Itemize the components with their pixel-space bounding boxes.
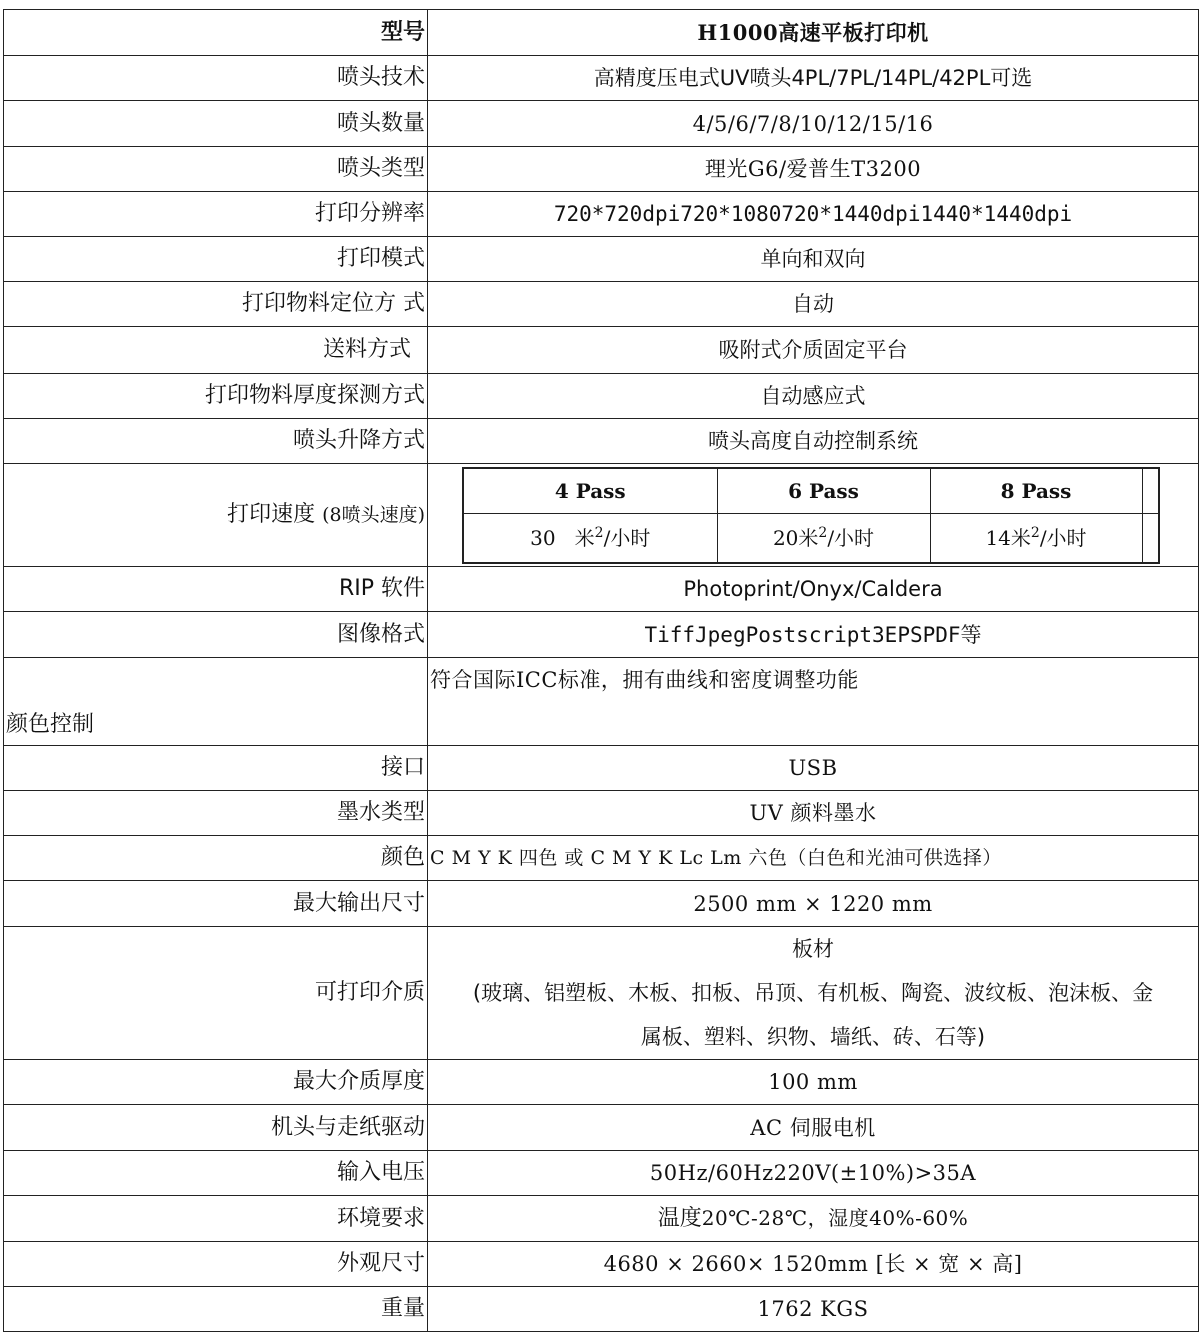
media-line-3: 属板、塑料、织物、墙纸、砖、石等) [640,1025,986,1049]
speed-num-4: 30 [530,525,562,550]
row-interface [4,746,1199,791]
speed-pass-6: 6 Pass [717,468,930,514]
speed-value-6 [717,513,930,563]
media-line-1: 板材 [792,937,834,961]
row-rip [4,567,1199,612]
model-label: 型号 [4,10,428,56]
speed-unit-exp-6: 2 [818,524,828,541]
row-media [4,927,1199,1060]
speed-value-8 [930,513,1142,563]
image-format-value: TiffJpegPostscript3EPSPDF等 [428,612,1199,658]
head-lift-value: 喷头高度自动控制系统 [428,419,1199,464]
row-max-thickness [4,1060,1199,1105]
interface-value: USB [428,746,1199,791]
row-colors [4,836,1199,881]
row-ink-type [4,791,1199,836]
voltage-label: 输入电压 [4,1151,428,1196]
feed-value: 吸附式介质固定平台 [428,327,1199,374]
speed-unit-exp-8: 2 [1030,524,1040,541]
row-environment [4,1196,1199,1242]
max-thickness-label: 最大介质厚度 [4,1060,428,1105]
speed-unit-4: 米 [574,525,595,550]
nozzle-type-value: 理光G6/爱普生T3200 [428,147,1199,192]
environment-label: 环境要求 [4,1196,428,1242]
row-color-control [4,658,1199,746]
max-output-label: 最大输出尺寸 [4,881,428,927]
row-positioning [4,282,1199,327]
model-value: H1000高速平板打印机 [428,10,1199,56]
colors-label: 颜色 [4,836,428,881]
row-speed [4,464,1199,567]
environment-value [428,1196,1199,1242]
speed-pass-8: 8 Pass [930,468,1142,514]
thickness-detect-value: 自动感应式 [428,374,1199,419]
row-nozzle-count [4,101,1199,147]
speed-unit-6: 米 [798,525,819,550]
row-image-format [4,612,1199,658]
row-voltage [4,1151,1199,1196]
speed-value-spacer [1142,513,1159,563]
feed-label-text: 送料方式 [322,337,411,362]
speed-label-note: (8喷头速度) [322,504,425,526]
row-model [4,10,1199,56]
speed-value-row [463,513,1159,563]
speed-unit-suffix-4: /小时 [603,525,651,550]
resolution-value: 720*720dpi720*1080720*1440dpi1440*1440dpi [428,192,1199,237]
environment-value-a: 温度 [657,1206,702,1231]
feed-label [4,327,428,374]
print-mode-label: 打印模式 [4,237,428,282]
rip-value: Photoprint/Onyx/Caldera [428,567,1199,612]
row-nozzle-type [4,147,1199,192]
drive-value: AC 伺服电机 [428,1105,1199,1151]
row-resolution [4,192,1199,237]
interface-label: 接口 [4,746,428,791]
media-label: 可打印介质 [4,927,428,1060]
drive-label: 机头与走纸驱动 [4,1105,428,1151]
image-format-label: 图像格式 [4,612,428,658]
ink-type-label: 墨水类型 [4,791,428,836]
speed-value-4 [463,513,717,563]
speed-unit-8: 米 [1010,525,1031,550]
positioning-label: 打印物料定位方 式 [4,282,428,327]
nozzle-tech-value: 高精度压电式UV喷头4PL/7PL/14PL/42PL可选 [428,56,1199,101]
row-thickness-detect [4,374,1199,419]
resolution-label: 打印分辨率 [4,192,428,237]
speed-header-row [463,468,1159,514]
row-head-lift [4,419,1199,464]
row-feed [4,327,1199,374]
speed-num-6: 20 [772,525,799,550]
voltage-value: 50Hz/60Hz220V(±10%)>35A [428,1151,1199,1196]
speed-label [4,464,428,567]
ink-type-value: UV 颜料墨水 [428,791,1199,836]
weight-label: 重量 [4,1287,428,1332]
print-mode-value: 单向和双向 [428,237,1199,282]
max-output-value: 2500 mm × 1220 mm [428,881,1199,927]
row-dimensions [4,1242,1199,1287]
environment-value-b: 20℃-28℃，湿度40%-60% [701,1206,969,1230]
speed-unit-suffix-8: /小时 [1039,525,1087,550]
speed-table [462,467,1160,564]
thickness-detect-label: 打印物料厚度探测方式 [4,374,428,419]
speed-pass-4: 4 Pass [463,468,717,514]
color-control-label: 颜色控制 [4,658,428,746]
row-nozzle-tech [4,56,1199,101]
rip-label: RIP 软件 [4,567,428,612]
max-thickness-value: 100 mm [428,1060,1199,1105]
row-print-mode [4,237,1199,282]
speed-value-cell [428,464,1199,567]
nozzle-type-label: 喷头类型 [4,147,428,192]
speed-unit-suffix-6: /小时 [827,525,875,550]
row-weight [4,1287,1199,1332]
nozzle-tech-label: 喷头技术 [4,56,428,101]
speed-label-text: 打印速度 [227,502,316,527]
spec-table [3,9,1199,1332]
nozzle-count-value: 4/5/6/7/8/10/12/15/16 [428,101,1199,147]
head-lift-label: 喷头升降方式 [4,419,428,464]
row-max-output [4,881,1199,927]
colors-value: C M Y K 四色 或 C M Y K Lc Lm 六色（白色和光油可供选择） [428,836,1199,881]
media-line-2: (玻璃、铝塑板、木板、扣板、吊顶、有机板、陶瓷、波纹板、泡沫板、金 [472,981,1154,1005]
row-drive [4,1105,1199,1151]
speed-num-8: 14 [985,525,1011,550]
color-control-value: 符合国际ICC标准，拥有曲线和密度调整功能 [428,658,1199,746]
weight-value: 1762 KGS [428,1287,1199,1332]
dimensions-label: 外观尺寸 [4,1242,428,1287]
speed-header-spacer [1142,468,1159,514]
nozzle-count-label: 喷头数量 [4,101,428,147]
speed-unit-exp-4: 2 [594,524,604,541]
dimensions-value: 4680 × 2660× 1520mm [长 × 宽 × 高] [428,1242,1199,1287]
positioning-value: 自动 [428,282,1199,327]
media-value [428,927,1199,1060]
